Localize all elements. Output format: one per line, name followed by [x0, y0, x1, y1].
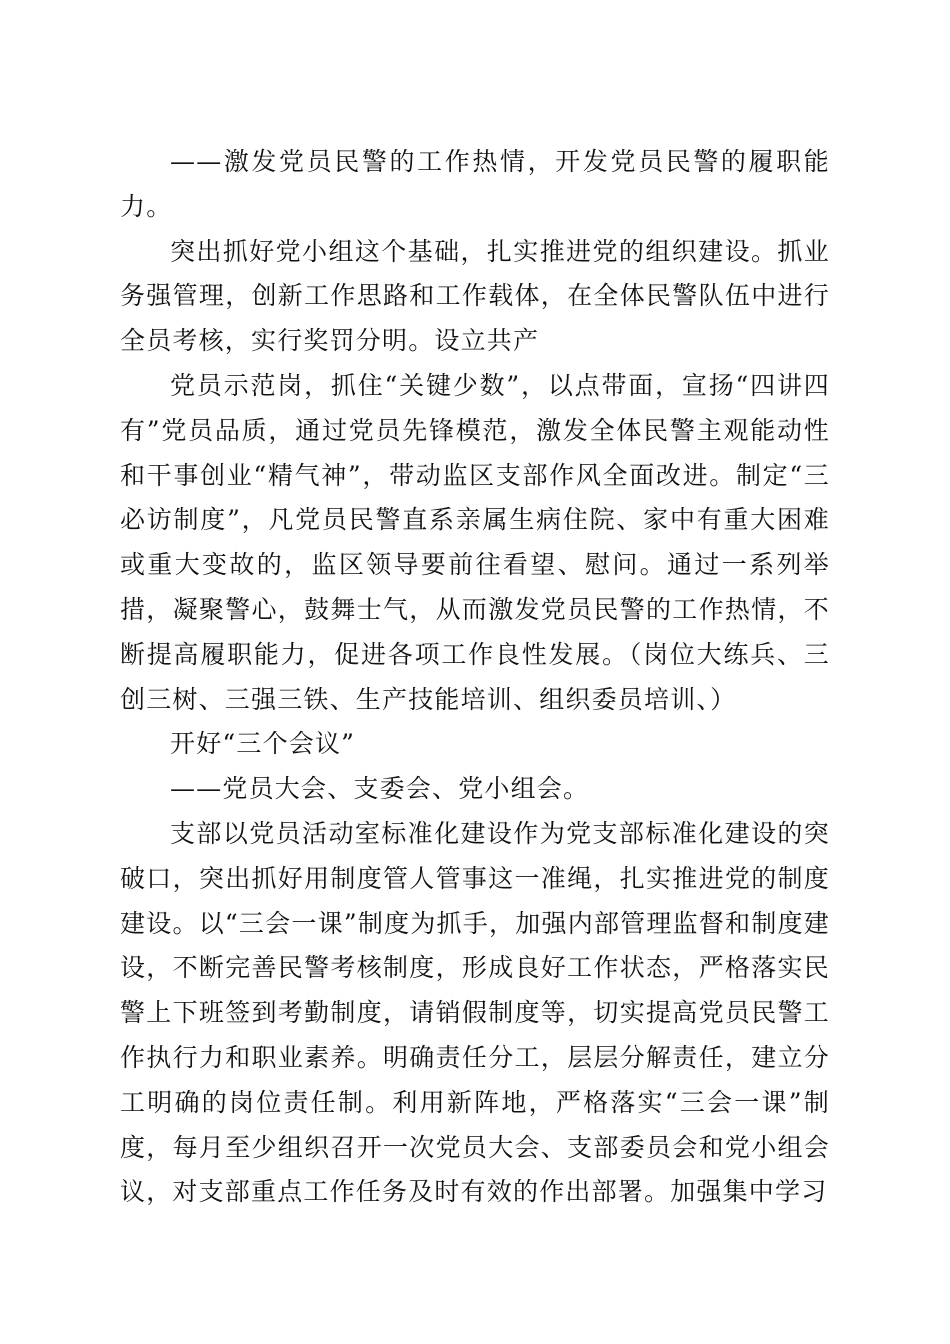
paragraph-system-building: 支部以党员活动室标准化建设作为党支部标准化建设的突破口，突出抓好用制度管人管事这一准绳，扎实推进党的制度建设。以“三会一课”制度为抓手，加强内部管理监督和制度建设，不断完善民警考核制度，形成良好工作状态，严格落实民警上下班签到考勤制度，请销假制度等，切实提高党员民警工作执行力和职业素养。明确责任分工，层层分解责任，建立分工明确的岗位责任制。利用新阵地，严格落实“三会一课”制度，每月至少组织召开一次党员大会、支部委员会和党小组会议，对支部重点工作任务及时有效的作出部署。加强集中学习 [120, 818, 830, 1207]
document-page [120, 140, 830, 1215]
paragraph-meetings-list: ——党员大会、支委会、党小组会。 [170, 774, 590, 804]
paragraph-model-post: 党员示范岗，抓住“关键少数”，以点带面，宣扬“四讲四有”党员品质，通过党员先锋模范，激发全体民警主观能动性和干事创业“精气神”，带动监区支部作风全面改进。制定“三必访制度”，凡党员民警直系亲属生病住院、家中有重大困难或重大变故的，监区领导要前往看望、慰问。通过一系列举措，凝聚警心，鼓舞士气，从而激发党员民警的工作热情，不断提高履职能力，促进各项工作良性发展。（岗位大练兵、三创三树、三强三铁、生产技能培训、组织委员培训、） [120, 370, 830, 714]
paragraph-theme-subtitle: ——激发党员民警的工作热情，开发党员民警的履职能力。 [120, 147, 830, 221]
paragraph-party-group-building: 突出抓好党小组这个基础，扎实推进党的组织建设。抓业务强管理，创新工作思路和工作载体，在全体民警队伍中进行全员考核，实行奖罚分明。设立共产 [120, 236, 830, 356]
paragraph-three-meetings-heading: 开好“三个会议” [170, 729, 356, 759]
